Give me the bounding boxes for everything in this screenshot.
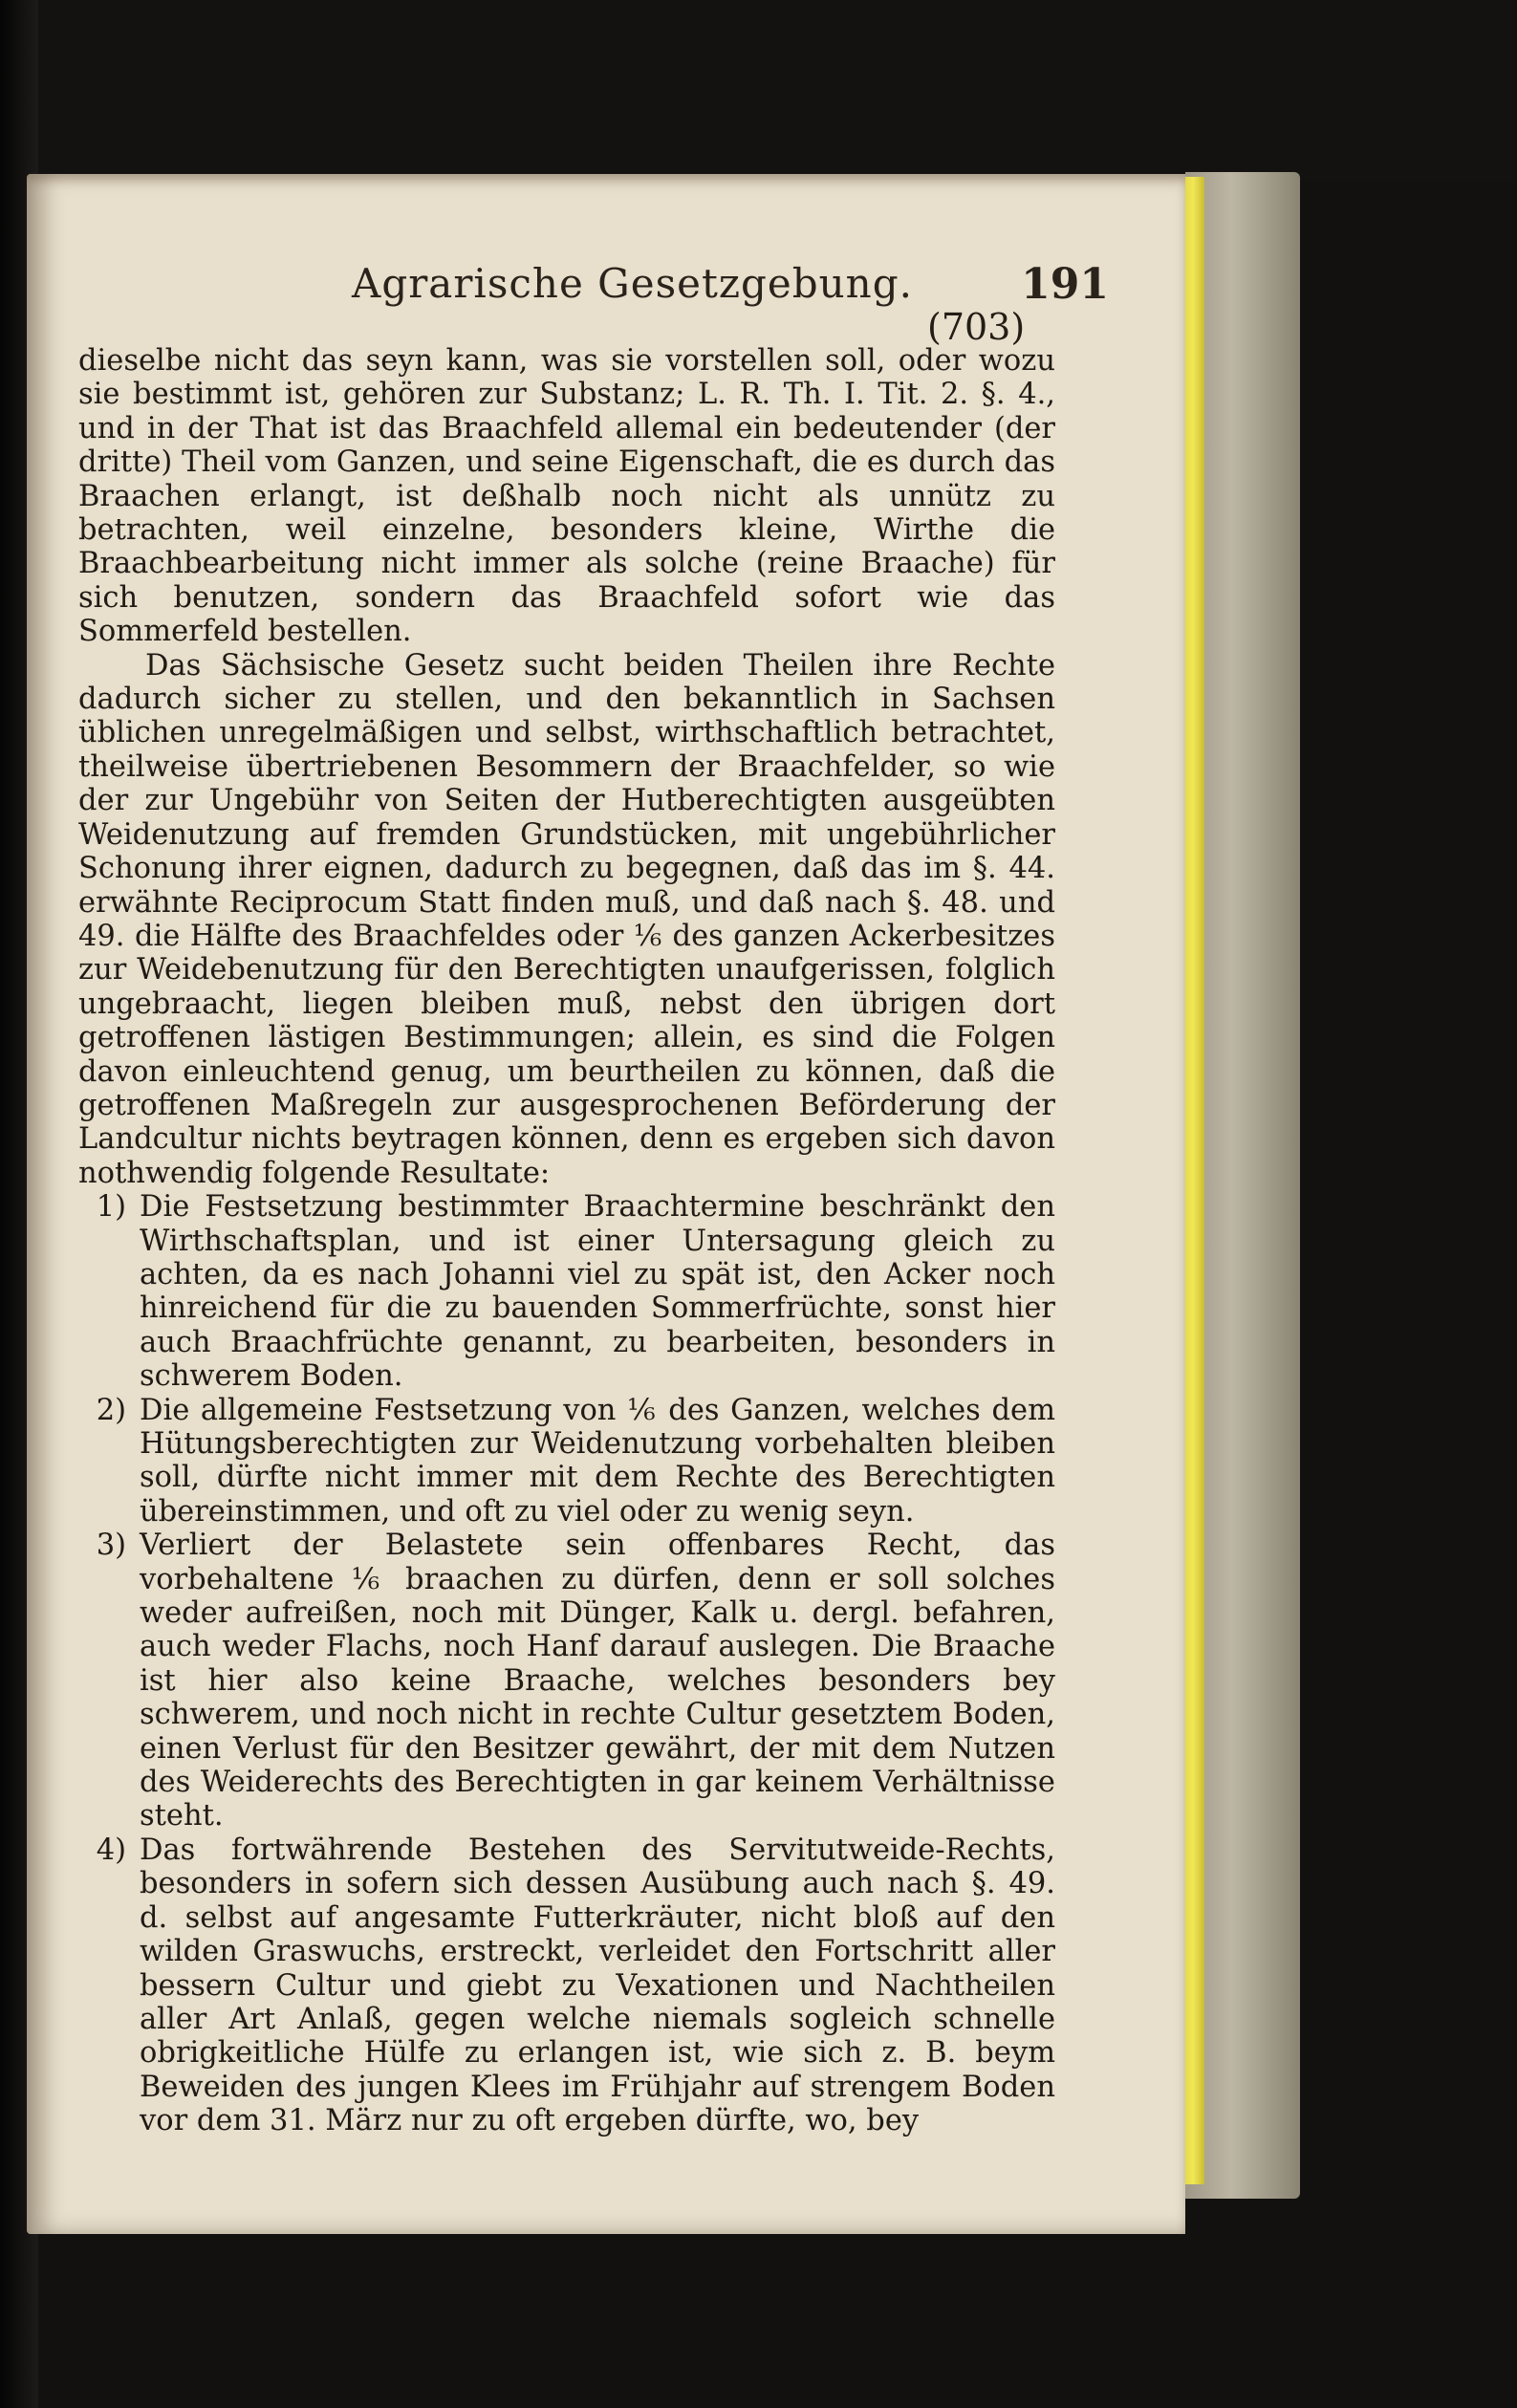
- section-number: (703): [927, 306, 1026, 348]
- list-item-number: 2): [96, 1393, 126, 1427]
- paragraph: dieselbe nicht das seyn kann, was sie vorstellen soll, oder wozu sie bestimmt ist, gehören zur Substanz; L. R. Th. I. Tit. 2. §. 4., und in der That ist das Braachfeld allemal ein bedeutender (der dritte) Theil vom Ganzen, und seine Eigenschaft, die es durch das Braachen erlangt, ist deßhalb noch nicht als unnütz zu betrachten, weil einzelne, besonders kleine, Wirthe die Braachbearbeitung nicht immer als solche (reine Braache) für sich benutzen, sondern das Braachfeld sofort wie das Sommerfeld bestellen.: [78, 344, 1055, 649]
- list-item: [78, 1190, 1055, 1393]
- background-top: [0, 0, 1517, 182]
- list-item: [78, 1529, 1055, 1833]
- list-item-number: 1): [96, 1190, 126, 1225]
- list-item-text: Verliert der Belastete sein offenbares Recht, das vorbehaltene ⅙ braachen zu dürfen, denn er soll solches weder aufreißen, noch mit Dünger, Kalk u. dergl. befahren, auch weder Flachs, noch Hanf darauf auslegen. Die Braache ist hier also keine Braache, welches besonders bey schwerem, und noch nicht in rechte Cultur gesetztem Boden, einen Verlust für den Besitzer gewährt, der mit dem Nutzen des Weiderechts des Berechtigten in gar keinem Verhältnisse steht.: [140, 1529, 1055, 1833]
- list-item-text: Das fortwährende Bestehen des Servitutweide-Rechts, besonders in sofern sich dessen Ausübung auch nach §. 49. d. selbst auf angesamte Futterkräuter, nicht bloß auf den wilden Graswuchs, erstreckt, verleidet den Fortschritt aller bessern Cultur und giebt zu Vexationen und Nachtheilen aller Art Anlaß, gegen welche niemals sogleich schnelle obrigkeitliche Hülfe zu erlangen ist, wie sich z. B. beym Beweiden des jungen Klees im Frühjahr auf strengem Boden vor dem 31. März nur zu oft ergeben dürfte, wo, bey: [140, 1833, 1055, 2138]
- list-item-text: Die Festsetzung bestimmter Braachtermine beschränkt den Wirthschaftsplan, und ist einer Untersagung gleich zu achten, da es nach Johanni viel zu spät ist, den Acker noch hinreichend für die zu bauenden Sommerfrüchte, sonst hier auch Braachfrüchte genannt, zu bearbeiten, besonders in schwerem Boden.: [140, 1190, 1055, 1394]
- list-item-number: 4): [96, 1833, 126, 1867]
- list-item: [78, 1833, 1055, 2138]
- list-item: [78, 1394, 1055, 1529]
- page-number: 191: [1021, 260, 1109, 309]
- running-head: Agrarische Gesetzgebung.: [352, 260, 913, 307]
- paragraph: Das Sächsische Gesetz sucht beiden Theilen ihre Rechte dadurch sicher zu stellen, und den bekanntlich in Sachsen üblichen unregelmäßigen und selbst, wirthschaftlich betrachtet, theilweise übertriebenen Besommern der Braachfelder, so wie der zur Ungebühr von Seiten der Hutberechtigten ausgeübten Weidenutzung auf fremden Grundstücken, mit ungebührlicher Schonung ihrer eignen, dadurch zu begegnen, daß das im §. 44. erwähnte Reciprocum Statt finden muß, und daß nach §. 48. und 49. die Hälfte des Braachfeldes oder ⅙ des ganzen Ackerbesitzes zur Weidebenutzung für den Berechtigten unaufgerissen, folglich ungebraacht, liegen bleiben muß, nebst den übrigen dort getroffenen lästigen Bestimmungen; allein, es sind die Folgen davon einleuchtend genug, um beurtheilen zu können, daß die getroffenen Maßregeln zur ausgesprochenen Beförderung der Landcultur nichts beytragen können, denn es ergeben sich davon nothwendig folgende Resultate:: [78, 648, 1055, 1190]
- body-text: [78, 344, 1055, 2138]
- list-item-text: Die allgemeine Festsetzung von ⅙ des Ganzen, welches dem Hütungsberechtigten zur Weidenutzung vorbehalten bleiben soll, dürfte nicht immer mit dem Rechte des Berechtigten übereinstimmen, und oft zu viel oder zu wenig seyn.: [140, 1393, 1055, 1529]
- list-item-number: 3): [96, 1529, 126, 1563]
